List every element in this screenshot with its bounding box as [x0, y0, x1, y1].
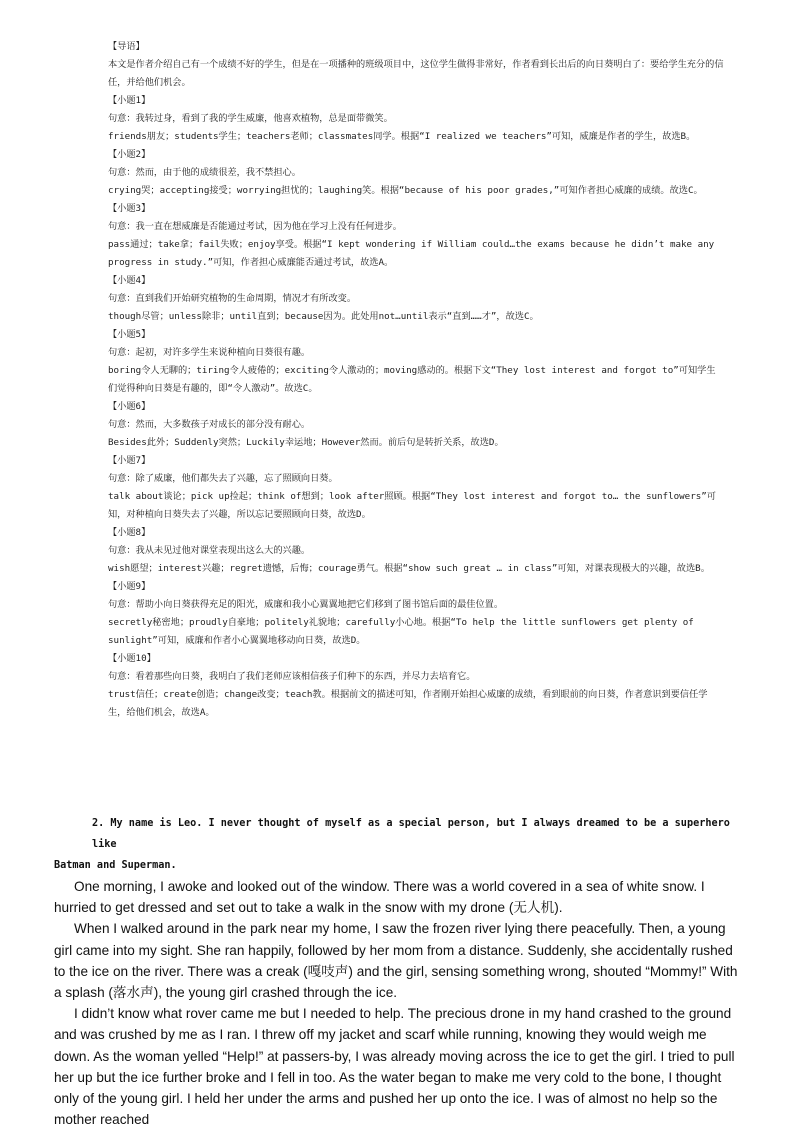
question-heading: 【小题10】	[108, 653, 156, 664]
analysis-text: crying哭；accepting接受；worrying担忧的；laughing笑。根据“because of his poor grades,”可知作者担心威廉的成绩。故选C。	[108, 185, 703, 196]
question-2-title	[54, 813, 740, 876]
analysis-text: talk about谈论；pick up捡起；think of想到；look after照顾。根据“They lost interest and forgot to… the sunflowers”可知，对种植向日葵失去了兴趣，所以忘记要照顾向日葵，故选D。	[108, 491, 716, 520]
question-heading: 【小题7】	[108, 455, 151, 466]
sentence-meaning: 句意：我转过身，看到了我的学生威廉，他喜欢植物，总是面带微笑。	[108, 113, 393, 124]
sentence-meaning: 句意：我一直在想威廉是否能通过考试，因为他在学习上没有任何进步。	[108, 221, 402, 232]
analysis-text: secretly秘密地；proudly自豪地；politely礼貌地；carefully小心地。根据“To help the little sunflowers get plenty of sunlight”可知，威廉和作者小心翼翼地移动向日葵，故选D。	[108, 617, 694, 646]
sentence-meaning: 句意：起初，对许多学生来说种植向日葵很有趣。	[108, 347, 311, 358]
passage-paragraph: I didn’t know what rover came me but I needed to help. The precious drone in my hand crashed to the ground and was crushed by me as I ran. I threw off my jacket and scarf while running, knowing they would weigh me down. As the woman yelled “Help!” at passers-by, I was already moving across the ice to get the girl. I tried to pull her up but the ice further broke and I fell in too. As the water began to make me very cold to the bone, I thought only of the young girl. I held her under the arms and pushed her up onto the ice. I was of almost no help so the mother reached	[54, 1006, 735, 1128]
passage-paragraph: When I walked around in the park near my home, I saw the frozen river lying there peacefully. Then, a young girl came into my sight. She ran happily, followed by her mom from a distance. Suddenly, she accidentally rushed to the ice on the river. There was a creak (嘎吱声) and the girl, sensing something wrong, shouted “Mommy!” With a splash (落水声), the young girl crashed through the ice.	[54, 921, 738, 1001]
question-2-title-line1: 2. My name is Leo. I never thought of myself as a special person, but I always dreamed to be a superhero like	[92, 818, 730, 850]
question-heading: 【小题3】	[108, 203, 151, 214]
sentence-meaning: 句意：直到我们开始研究植物的生命周期，情况才有所改变。	[108, 293, 357, 304]
question-heading: 【小题2】	[108, 149, 151, 160]
intro-heading: 【导语】	[108, 41, 145, 52]
analysis-text: pass通过；take拿；fail失败；enjoy享受。根据“I kept wondering if William could…the exams because he didn’t make any progress in study.”可知，作者担心威廉能否通过考试，故选A。	[108, 239, 715, 268]
question-heading: 【小题4】	[108, 275, 151, 286]
question-2-passage	[54, 813, 740, 1130]
analysis-text: friends朋友；students学生；teachers老师；classmates同学。根据“I realized we teachers”可知，威廉是作者的学生，故选B。	[108, 131, 696, 142]
sentence-meaning: 句意：看着那些向日葵，我明白了我们老师应该相信孩子们种下的东西，并尽力去培育它。	[108, 671, 476, 682]
sentence-meaning: 句意：我从未见过他对课堂表现出这么大的兴趣。	[108, 545, 311, 556]
question-heading: 【小题5】	[108, 329, 151, 340]
question-heading: 【小题8】	[108, 527, 151, 538]
question-2-title-line2: Batman and Superman.	[54, 860, 177, 871]
analysis-text: trust信任；create创造；change改变；teach教。根据前文的描述可知，作者刚开始担心威廉的成绩，看到眼前的向日葵，作者意识到要信任学生，给他们机会，故选A。	[108, 689, 708, 718]
sentence-meaning: 句意：除了威廉，他们都失去了兴趣，忘了照顾向日葵。	[108, 473, 338, 484]
passage-paragraph: One morning, I awoke and looked out of the window. There was a world covered in a sea of white snow. I hurried to get dressed and set out to take a walk in the snow with my drone (无人机).	[54, 879, 705, 916]
question-heading: 【小题6】	[108, 401, 151, 412]
sentence-meaning: 句意：然而，由于他的成绩很差，我不禁担心。	[108, 167, 301, 178]
question-heading: 【小题1】	[108, 95, 151, 106]
answer-explanations	[108, 38, 724, 722]
intro-text: 本文是作者介绍自己有一个成绩不好的学生，但是在一项播种的班级项目中，这位学生做得非常好，作者看到长出后的向日葵明白了：要给学生充分的信任，并给他们机会。	[108, 59, 724, 88]
analysis-text: boring令人无聊的；tiring令人疲倦的；exciting令人激动的；moving感动的。根据下文“They lost interest and forgot to”可知学生们觉得种向日葵是有趣的，即“令人激动”。故选C。	[108, 365, 716, 394]
analysis-text: though尽管；unless除非；until直到；because因为。此处用not…until表示“直到……才”，故选C。	[108, 311, 539, 322]
sentence-meaning: 句意：然而，大多数孩子对成长的部分没有耐心。	[108, 419, 311, 430]
question-heading: 【小题9】	[108, 581, 151, 592]
analysis-text: Besides此外；Suddenly突然；Luckily幸运地；However然而。前后句是转折关系，故选D。	[108, 437, 504, 448]
sentence-meaning: 句意：帮助小向日葵获得充足的阳光，威廉和我小心翼翼地把它们移到了图书馆后面的最佳位置。	[108, 599, 504, 610]
analysis-text: wish愿望；interest兴趣；regret遗憾，后悔；courage勇气。根据“show such great … in class”可知，对课表现极大的兴趣，故选B。	[108, 563, 710, 574]
